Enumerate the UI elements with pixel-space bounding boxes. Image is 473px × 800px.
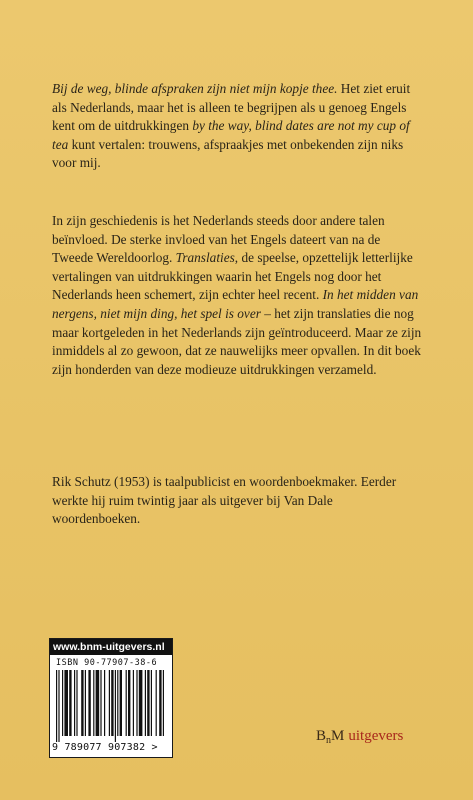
barcode-bar — [62, 670, 63, 736]
barcode-bar — [93, 670, 94, 736]
logo-letter-b: B — [316, 728, 327, 744]
blurb-paragraph-2 — [52, 212, 424, 379]
logo-letter-n: n — [326, 735, 332, 746]
barcode-bar — [100, 670, 101, 736]
barcode-bars — [54, 670, 168, 742]
barcode-label — [49, 638, 173, 758]
barcode-bar — [76, 670, 77, 736]
author-bio — [52, 473, 424, 529]
isbn-number: ISBN 90-77907-38-6 — [56, 658, 158, 668]
barcode-bar — [147, 670, 149, 736]
publisher-logo — [316, 728, 403, 745]
blurb-text: – het zijn translaties die nog maar kortgeleden in het Nederlands zijn geïntroduceerd. Maar ze zijn inmiddels al zo gewoon, dat ze nauwelijks meer opvallen. In dit boek zijn honderden van deze modieuze uitdrukkingen verzameld. — [52, 305, 422, 377]
logo-letter-m: M — [331, 728, 345, 744]
barcode-bar — [115, 670, 116, 742]
barcode-bar — [109, 670, 110, 736]
barcode-bar — [139, 670, 143, 736]
blurb-italic-term: Translaties — [175, 250, 235, 266]
blurb-text: kunt vertalen: trouwens, afspraakjes met onbekenden zijn niks voor mij. — [52, 136, 404, 171]
publisher-url: www.bnm-uitgevers.nl — [50, 639, 172, 655]
blurb-italic-english: by the way, blind dates are not my cup of tea — [52, 118, 410, 152]
author-bio-text: Rik Schutz (1953) is taalpublicist en woordenboekmaker. Eerder werkte hij ruim twintig jaar als uitgever bij Van Dale woordenboeken. — [52, 474, 397, 527]
barcode-bar — [126, 670, 127, 736]
barcode-bar — [136, 670, 137, 736]
barcode-bar — [156, 670, 157, 736]
barcode-bar — [85, 670, 86, 736]
barcode-bar — [88, 670, 90, 736]
blurb-text: Het ziet eruit als Nederlands, maar het is alleen te begrijpen als u genoeg Engels kent om de uitdrukkingen — [52, 81, 411, 134]
ean-digits: 9 789077 907382 > — [52, 742, 158, 753]
publisher-name: uitgevers — [348, 728, 404, 744]
blurb-italic-examples: In het midden van nergens, niet mijn ding, het spel is over — [52, 287, 419, 321]
barcode-bar — [56, 670, 57, 742]
blurb-text: , de speelse, opzettelijk letterlijke vertalingen van uitdrukkingen waarin het Engels nog door het Nederlands heen schemert, zijn echter heel recent. — [52, 250, 413, 303]
barcode-bar — [58, 670, 59, 742]
barcode-bar — [163, 670, 164, 736]
blurb-text: In zijn geschiedenis is het Nederlands steeds door andere talen beïnvloed. De sterke invloed van het Engels dateert van na de Tweede Wereldoorlog. — [52, 213, 385, 266]
barcode-bar — [133, 670, 134, 736]
barcode-bar — [117, 670, 118, 736]
barcode-bar — [74, 670, 75, 736]
barcode-bar — [104, 670, 105, 736]
barcode-bar — [145, 670, 146, 736]
blurb-italic-lead: Bij de weg, blinde afspraken zijn niet mijn kopje thee. — [52, 81, 338, 96]
barcode-bar — [159, 670, 161, 736]
barcode-bar — [128, 670, 130, 736]
barcode-bar — [111, 670, 113, 736]
barcode-bar — [151, 670, 152, 736]
barcode-bar — [64, 670, 68, 736]
barcode-bar — [81, 670, 83, 736]
barcode-bar — [120, 670, 122, 736]
barcode-bar — [96, 670, 100, 736]
barcode-bar — [69, 670, 71, 736]
blurb-paragraph-1 — [52, 80, 424, 173]
